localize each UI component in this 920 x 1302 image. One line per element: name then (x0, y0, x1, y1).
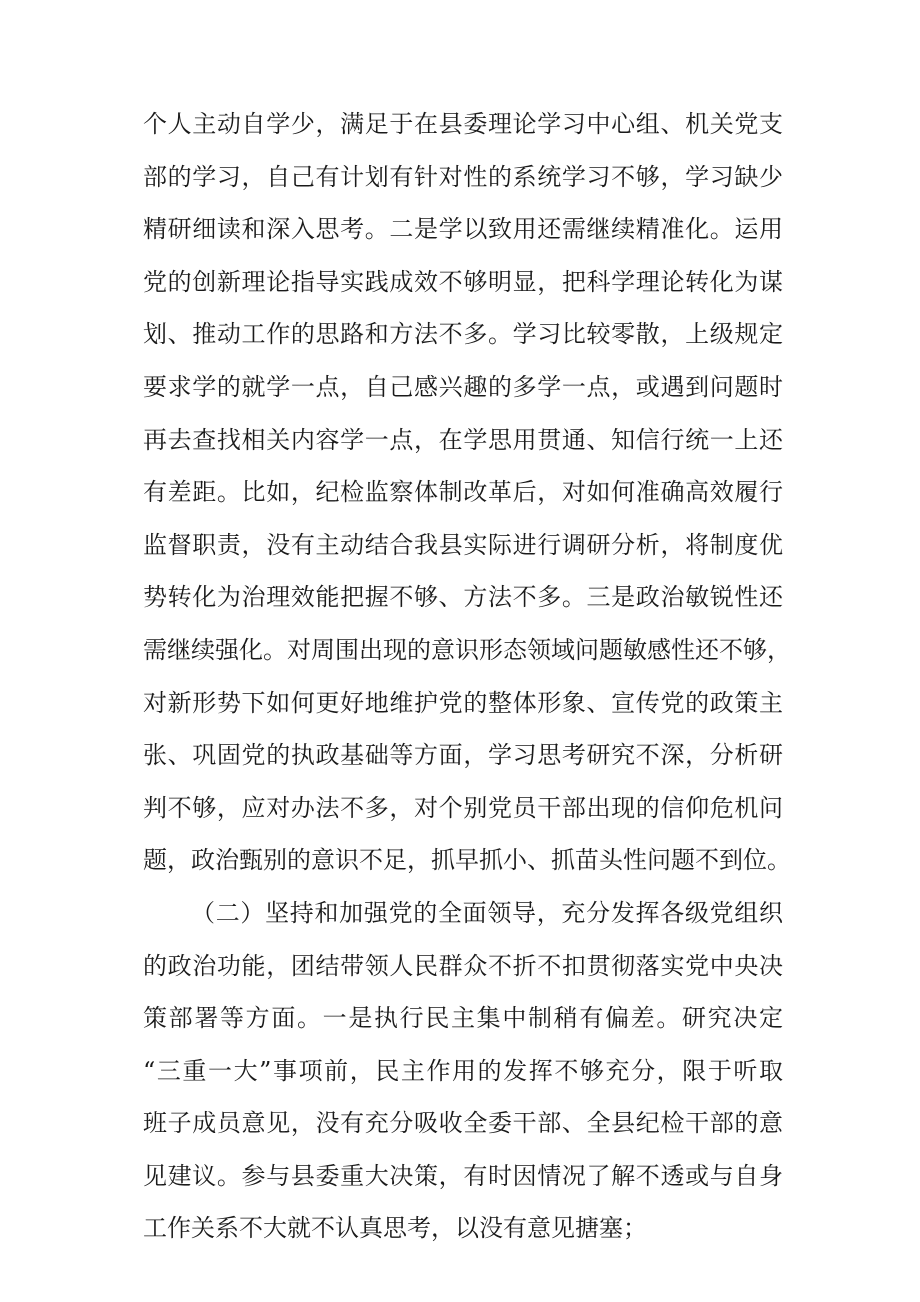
text-line: 有差距。比如，纪检监察体制改革后，对如何准确高效履行 (143, 478, 783, 507)
text-line: 见建议。参与县委重大决策，有时因情况了解不透或与自身 (143, 1161, 783, 1190)
text-line: 势转化为治理效能把握不够、方法不多。三是政治敏锐性还 (143, 583, 783, 612)
text-line: 精研细读和深入思考。二是学以致用还需继续精准化。运用 (143, 215, 783, 244)
text-line: 监督职责，没有主动结合我县实际进行调研分析，将制度优 (143, 530, 783, 559)
text-line: 对新形势下如何更好地维护党的整体形象、宣传党的政策主 (143, 688, 783, 717)
text-line: 张、巩固党的执政基础等方面，学习思考研究不深，分析研 (143, 741, 783, 770)
text-line: 划、推动工作的思路和方法不多。学习比较零散，上级规定 (143, 320, 783, 349)
text-line: 题，政治甄别的意识不足，抓早抓小、抓苗头性问题不到位。 (143, 846, 791, 875)
text-line: 的政治功能，团结带领人民群众不折不扣贯彻落实党中央决 (143, 951, 783, 980)
text-line: 部的学习，自己有计划有针对性的系统学习不够，学习缺少 (143, 162, 783, 191)
text-line: 党的创新理论指导实践成效不够明显，把科学理论转化为谋 (143, 267, 783, 296)
text-line: 再去查找相关内容学一点，在学思用贯通、知信行统一上还 (143, 425, 783, 454)
text-line: “三重一大”事项前，民主作用的发挥不够充分，限于听取 (143, 1056, 783, 1085)
text-line: 工作关系不大就不认真思考，以没有意见搪塞； (143, 1214, 647, 1243)
section-heading-line: （二）坚持和加强党的全面领导，充分发挥各级党组织 (191, 898, 783, 927)
text-line: 策部署等方面。一是执行民主集中制稍有偏差。研究决定 (143, 1004, 783, 1033)
text-line: 要求学的就学一点，自己感兴趣的多学一点，或遇到问题时 (143, 372, 783, 401)
text-line: 需继续强化。对周围出现的意识形态领域问题敏感性还不够， (143, 635, 791, 664)
document-body (143, 98, 791, 1255)
text-line: 班子成员意见，没有充分吸收全委干部、全县纪检干部的意 (143, 1109, 783, 1138)
text-line: 个人主动自学少，满足于在县委理论学习中心组、机关党支 (143, 110, 783, 138)
text-line: 判不够，应对办法不多，对个别党员干部出现的信仰危机问 (143, 793, 783, 822)
